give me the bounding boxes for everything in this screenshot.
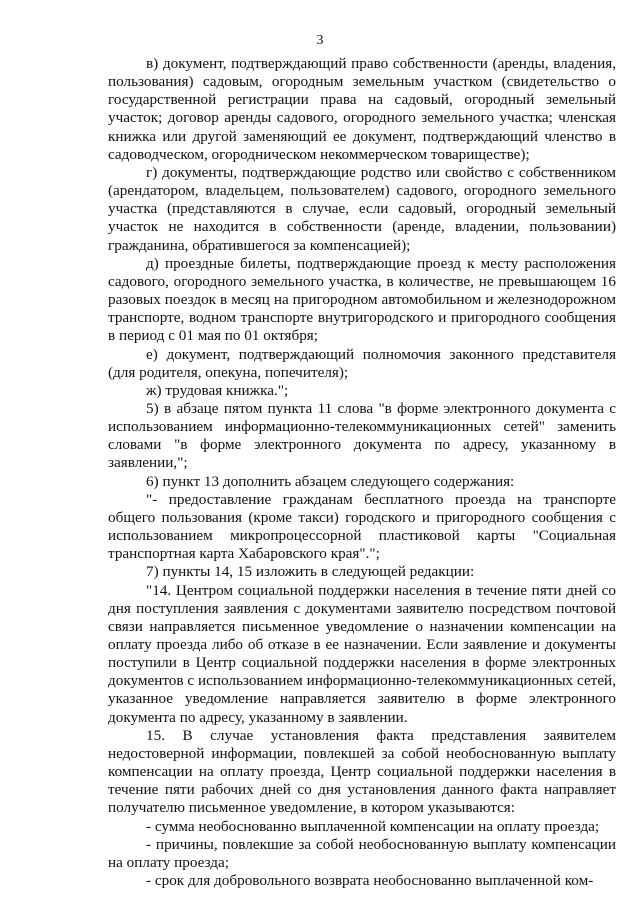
paragraph-6: 6) пункт 13 дополнить абзацем следующего содержания:: [146, 472, 515, 490]
paragraph-5: 5) в абзаце пятом пункта 11 слова "в форме электронного документа с использованием информационно-телекоммуникационных сетей" заменить словами "в форме электронного документа по адресу, указанному в заявлении,";: [108, 399, 616, 472]
paragraph-14: "14. Центром социальной поддержки населения в течение пяти дней со дня поступления заявления с документами заявителю посредством почтовой связи направляется письменное уведомление о назначении компенсации на оплату проезда либо об отказе в ее назначении. Если заявление и документы поступили в Центр социальной поддержки населения в форме электронных документов с использованием информационно-телекоммуникационных сетей, указанное уведомление направляется заявителю в форме электронного документа по адресу, указанному в заявлении.: [108, 581, 616, 726]
paragraph-6-quote: "- предоставление гражданам бесплатного проезда на транспорте общего пользования (кроме такси) городского и пригородного сообщения с использованием микропроцессорной пластиковой карты "Социальная транспортная карта Хабаровского края".";: [108, 490, 616, 563]
list-item-deadline: - срок для добровольного возврата необоснованно выплаченной ком-: [146, 872, 594, 890]
paragraph-zh: ж) трудовая книжка.";: [146, 381, 289, 399]
paragraph-e: е) документ, подтверждающий полномочия законного представителя (для родителя, опекуна, попечителя);: [108, 345, 616, 381]
list-item-sum: - сумма необоснованно выплаченной компенсации на оплату проезда;: [146, 817, 600, 835]
list-item-reasons: - причины, повлекшие за собой необоснованную выплату компенсации на оплату проезда;: [108, 835, 616, 871]
paragraph-7: 7) пункты 14, 15 изложить в следующей редакции:: [146, 563, 475, 581]
document-body: [108, 55, 616, 890]
paragraph-d: д) проездные билеты, подтверждающие проезд к месту расположения садового, огородного земельного участка, в количестве, не превышающем 16 разовых поездок в месяц на пригородном автомобильном и железнодорожном транспорте, водном транспорте внутригородского и пригородного сообщения в период с 01 мая по 01 октября;: [108, 254, 616, 345]
paragraph-g: г) документы, подтверждающие родство или свойство с собственником (арендатором, владельцем, пользователем) садового, огородного земельного участка (представляются в случае, если садовый, огородный земельный участок не находится в собственности (аренде, владении, пользовании) гражданина, обратившегося за компенсацией);: [108, 163, 616, 254]
paragraph-15: 15. В случае установления факта представления заявителем недостоверной информации, повлекшей за собой необоснованную выплату компенсации на оплату проезда, Центр социальной поддержки населения в течение пяти рабочих дней со дня установления данного факта направляет получателю письменное уведомление, в котором указываются:: [108, 726, 616, 817]
paragraph-v: в) документ, подтверждающий право собственности (аренды, владения, пользования) садовым, огородным земельным участком (свидетельство о государственной регистрации права на садовый, огородный земельный участок; договор аренды садового, огородного земельного участка; членская книжка или другой заменяющий ее документ, подтверждающий членство в садоводческом, огородническом некоммерческом товариществе);: [108, 55, 616, 163]
page-number: 3: [316, 33, 324, 48]
